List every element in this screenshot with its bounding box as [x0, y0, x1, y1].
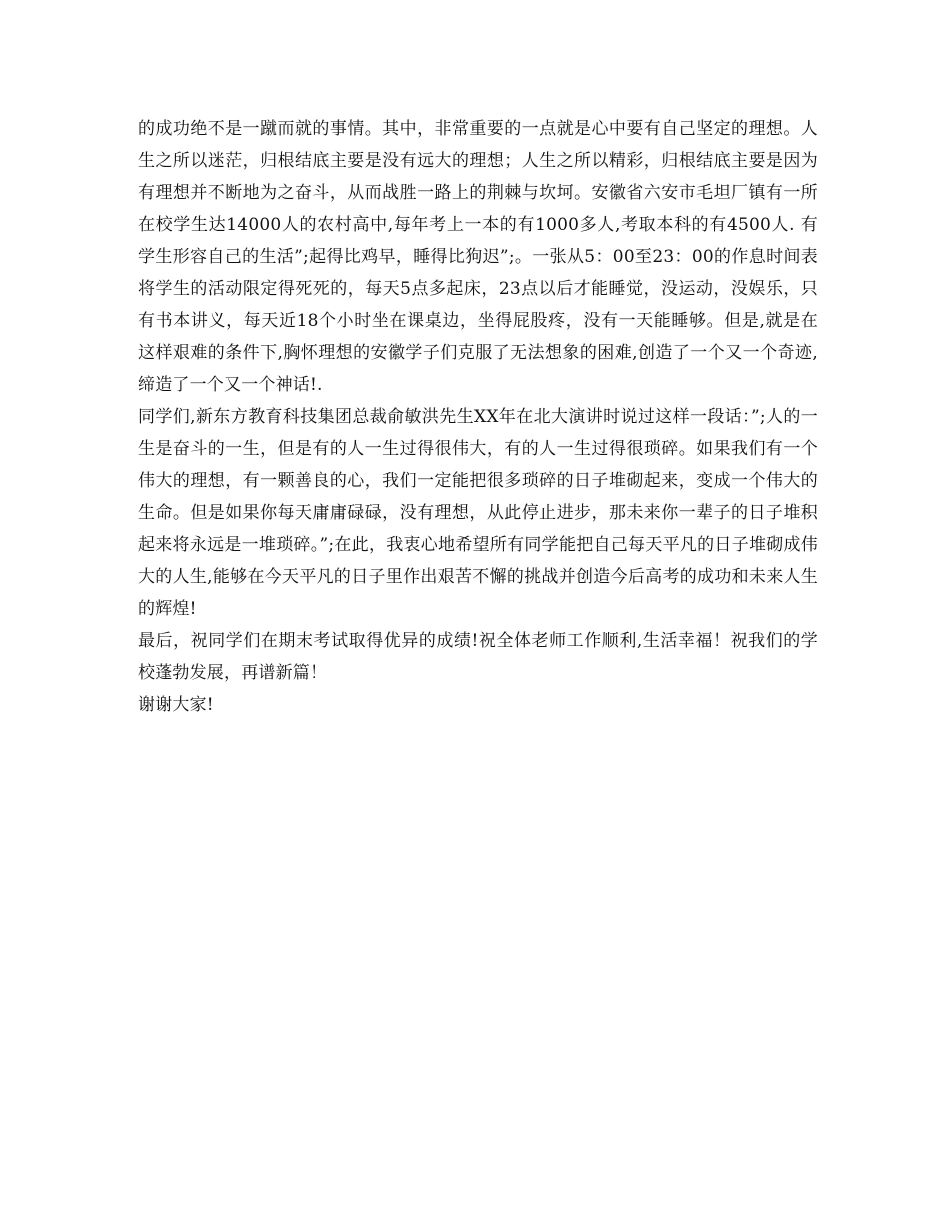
paragraph-quote: 同学们,新东方教育科技集团总裁俞敏洪先生XX年在北大演讲时说过这样一段话：”;人的一生是奋斗的一生，但是有的人一生过得很伟大，有的人一生过得很琐碎。如果我们有一个伟大的理想，有一颗善良的心，我们一定能把很多琐碎的日子堆砌起来，变成一个伟大的生命。但是如果你每天庸庸碌碌，没有理想，从此停止进步，那未来你一辈子的日子堆积起来将永远是一堆琐碎。”;在此，我衷心地希望所有同学能把自己每天平凡的日子堆砌成伟大的人生,能够在今天平凡的日子里作出艰苦不懈的挑战并创造今后高考的成功和未来人生的辉煌!: [138, 407, 818, 619]
paragraph-thanks: 谢谢大家!: [138, 695, 214, 715]
document-body: [138, 113, 818, 721]
paragraph-wishes: 最后，祝同学们在期末考试取得优异的成绩!祝全体老师工作顺利,生活幸福！祝我们的学校蓬勃发展，再谱新篇！: [138, 631, 818, 683]
paragraph-dream: 的成功绝不是一蹴而就的事情。其中，非常重要的一点就是心中要有自己坚定的理想。人生之所以迷茫，归根结底主要是没有远大的理想；人生之所以精彩，归根结底主要是因为有理想并不断地为之奋斗，从而战胜一路上的荆棘与坎坷。安徽省六安市毛坦厂镇有一所在校学生达14000人的农村高中,每年考上一本的有1000多人,考取本科的有4500人. 有学生形容自己的生活”;起得比鸡早，睡得比狗迟”;。一张从5：00至23：00的作息时间表将学生的活动限定得死死的，每天5点多起床，23点以后才能睡觉，没运动，没娱乐，只有书本讲义，每天近18个小时坐在课桌边，坐得屁股疼，没有一天能睡够。但是,就是在这样艰难的条件下,胸怀理想的安徽学子们克服了无法想象的困难,创造了一个又一个奇迹,缔造了一个又一个神话!.: [138, 119, 818, 395]
